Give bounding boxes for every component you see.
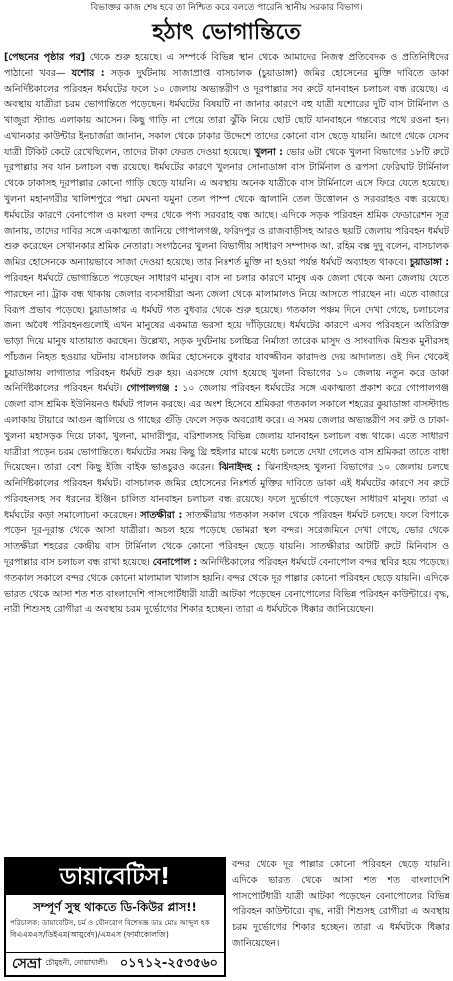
previous-article-tail: বিভাক্তর কাজ শেষ হবে তা নিশ্চিত করে বলতে পারেনি স্থানীয় সরকার বিভাগ। — [90, 2, 363, 13]
ad-clinic-location: চৌমুহনী, নোয়াখালী। — [45, 958, 108, 967]
diabetes-advertisement — [4, 857, 226, 977]
ad-contact-bar — [6, 952, 224, 975]
khulna-dateline: খুলনা : — [254, 146, 283, 158]
benapole-dateline: বেনাপোল : — [152, 557, 198, 568]
benapole-text: অনির্দিষ্টকালের পরিবহন ধর্মঘটে বেনাপোল বন্দর স্থবির হয়ে পড়েছে। গতকাল সকালে বন্দর থেকে কোনো মালামাল খালাস হয়নি। বন্দর থেকে দূর পাল্লার কোনো পরিবহন ছেড়ে যায়নি। এদিকে ভারত থেকে আসা শত শত বাংলাদেশি পাসপোর্টধারী যাত্রী আটকা পড়েছেন বেনাপোলের বিভিন্ন পরিবহন কাউন্টারে। বৃদ্ধ, নারী শিশুসহ রোগীরা এ অবস্থায় চরম দুর্ভোগের শিকার হচ্ছেন। তারা এ ধর্মঘটকে ধিক্কার জানিয়েছেন। — [4, 557, 449, 616]
article-headline: হঠাৎ ভোগান্তিতে — [152, 20, 301, 45]
jhenaidah-text: ঝিনাইদহসহ খুলনা বিভাগের ১০ জেলায় চলছে অনির্দিষ্টকালের পরিবহন ধর্মঘট। বাসচালক জমির হোসেনের নিঃশর্ত মুক্তির দাবিতে ডাকা এই ধর্মঘটের কারণে সব রুটে পরিবহনসহ সব ধরনের ইঞ্জিন চালিত যানবাহন চলাচল বন্ধ রয়েছে। ফলে দুর্ভোগে পড়েছেন সাধারণ মানুষ। তারা এ ধর্মঘটের কড়া সমালোচনা করেছেন। — [4, 462, 449, 521]
satkhira-dateline: সাতক্ষীরা : — [140, 509, 183, 521]
article-paragraph — [4, 50, 449, 618]
continuation-label: [পেছনের পৃষ্ঠার পর] — [4, 52, 85, 63]
intro-text: থেকে শুরু হয়েছে। এ সম্পর্কে বিভিন্ন স্থান থেকে আমাদের নিজস্ব প্রতিবেদক ও প্রতিনিধিদের পাঠানো খবর— — [4, 52, 449, 79]
article-body — [4, 50, 449, 855]
ad-title: ডায়াবেটিস! — [6, 859, 224, 895]
ad-phone-number: ০১৭১২-২৫৩৫৬০ — [119, 955, 218, 971]
khulna-text: ভোর ৬টা থেকে খুলনা বিভাগের ১৮টি রুটে দূরপাল্লার সব যান চলাচল বন্ধ রয়েছে। ধর্মঘটের কারণে খুলনার সোনাডাঙ্গা বাস টার্মিনাল ও রূপসা ফেরিঘাট টার্মিনাল থেকে ঢাকাসহ দূরপাল্লার কোনো গাড়ি ছেড়ে যায়নি। এ অবস্থায় অনেক যাত্রীকে বাস টার্মিনালে এসে ফিরে যেতে হয়েছে। খুলনা মহানগরীর খালিশপুরে পদ্মা মেঘনা যমুনা তেল পাম্প থেকে জ্বালানি তেল উত্তোলন ও সরবরাহও বন্ধ রয়েছে। ধর্মঘটের কারণে বেনাপোল ও মংলা বন্দর থেকে পণ্য সরবরাহ বন্ধ আছে। এদিকে সড়ক পরিবহন শ্রমিক ফেডারেশন সূত্র জানায়, তাদের দাবির সঙ্গে একাত্মতা জানিয়ে গোপালগঞ্জ, ফরিদপুর ও রাজবাড়ীসহ আরও ছয়টি জেলায় পরিবহন ধর্মঘট শুরু করেছেন সেখানকার শ্রমিক নেতারা। সংগঠনের খুলনা বিভাগীয় সাধারণ সম্পাদক আ. রহিম বক্স দুদু বলেন, বাসচালক জমির হোসেনকে অন্যায়ভাবে সাজা দেওয়া হয়েছে। তার নিঃশর্ত মুক্তি না হওয়া পর্যন্ত ধর্মঘট অব্যাহত থাকবে। — [4, 146, 449, 269]
chuadanga-dateline: চুয়াডাঙ্গা : — [409, 257, 449, 269]
jessore-dateline: যশোর : — [71, 67, 105, 79]
article-tail-column — [232, 857, 450, 979]
ad-slogan: সম্পূর্ণ সুস্থ থাকতে ডি-কিউর প্লাস!! — [33, 900, 197, 914]
satkhira-text: সাতক্ষীরায় গতকাল সকাল থেকে পরিবহন ধর্মঘট চলছে। ফলে বিপাকে পড়েন দূর-দূরান্ত থেকে আসা যাত্রীরা। অচল হয়ে পড়েছে ভোমরা স্থল বন্দর। সরেজমিনে দেখা গেছে, ভোর থেকে সাতক্ষীরা শহরের কেন্দ্রীয় বাস টার্মিনাল থেকে কোনো পরিবহন ছেড়ে যায়নি। সাতক্ষীরার আটটি রুটে মিনিবাস ও দূরপাল্লার বাস চলাচল বন্ধ রাখা হয়েছে। — [4, 509, 449, 568]
gopalganj-dateline: গোপালগঞ্জ : — [126, 383, 178, 395]
ad-degree-line: বিএএমএস/ডিইএম(আয়ুর্বেদ)/এমএস (ফার্মাকোলজি) — [10, 930, 169, 939]
article-tail-text: বন্দর থেকে দূর পাল্লার কোনো পরিবহন ছেড়ে যায়নি। এদিকে ভারত থেকে আসা শত শত বাংলাদেশি পাসপোর্টধারী যাত্রী আটকা পড়েছেন বেনাপোলের বিভিন্ন পরিবহন কাউন্টারে। বৃদ্ধ, নারী শিশুসহ রোগীরা এ অবস্থায় চরম দুর্ভোগের শিকার হচ্ছেন। তারা এ ধর্মঘটকে ধিক্কার জানিয়েছেন। — [232, 859, 450, 949]
gopalganj-text: ১০ জেলায় পরিবহন ধর্মঘটের সঙ্গে একাত্মতা প্রকাশ করে গোপালগঞ্জ জেলা বাস শ্রমিক ইউনিয়নও ধর্মঘট পালন করছে। এর অংশ হিসেবে শ্রমিকরা গতকাল সকালে শহরের কুয়াডাঙ্গা বাসস্ট্যান্ড এলাকায় টায়ারে আগুন জ্বালিয়ে ও গাছের গুঁড়ি ফেলে সড়ক অবরোধ করে। এ সময় জেলার অভ্যন্তরীণ সব রুট ও ঢাকা-খুলনা মহাসড়ক দিয়ে ঢাকা, খুলনা, মাদারীপুর, বরিশালসহ বিভিন্ন জেলায় যানবাহন চলাচল বন্ধ থাকে। এতে সাধারণ যাত্রীরা পড়েন চরম ভোগান্তিতে। ধর্মঘটের সময় কিছু থ্রি হুইলার মাঝে মধ্যে চলতে দেখা গেলেও বাস শ্রমিকরা তাতে বাধা দিয়েছেন। তারা বেশ কিছু ইজি বাইক ভাঙচুরও করেন। — [4, 383, 449, 474]
ad-director-line: পরিচালক: ডায়াবেটিস, চর্ম ও যৌনরোগ বিশেষজ্ঞ ডাঃ মোঃ আব্দুল হক — [10, 918, 210, 927]
ad-clinic-name: সেভ্রা — [12, 956, 42, 972]
jessore-text: সড়ক দুর্ঘটনায় সাজাপ্রাপ্ত বাসচালক (চুয়াডাঙ্গা) জমির হোসেনের মুক্তি দাবিতে ডাকা অনির্দিষ্টকালের পরিবহন ধর্মঘটের ফলে ১০ জেলায় অভ্যন্তরীণ ও দূরপাল্লার সব রুটে যানবাহন চলাচল বন্ধ রয়েছে। এ অবস্থায় যাত্রীরা চরম ভোগান্তিতে পড়েছেন। ধর্মঘটের বিষয়টি না জানার কারণে বহু যাত্রী যশোরের দুটি বাস টার্মিনাল ও খাজুরা স্ট্যান্ড এলাকায় আসেন। কিছু গাড়ি না পেয়ে তারা ঝুঁকি নিয়ে ছোট ছোট যানবাহনে গন্তব্যের পথে রওনা হন। এখানকার কাউন্টার ইনচার্জরা জানান, সকাল থেকে ঢাকার উদ্দেশে তাদের কোনো বাস ছেড়ে যায়নি। আগে থেকে যেসব যাত্রী টিকিট কেটে রেখেছিলেন, তাদের টাকা ফেরত দেওয়া হয়েছে। — [4, 67, 449, 158]
chuadanga-text: পরিবহন ধর্মঘটে ভোগান্তিতে পড়েছেন সাধারণ মানুষ। বাস না চলার কারণে মানুষ এক জেলা থেকে অন্য জেলায় যেতে পারছেন না। ট্রাক বন্ধ থাকায় জেলার ব্যবসায়ীরা অন্য জেলা থেকে মালামালও নিয়ে আসতে পারছেন না। এতে বাজারে বিরূপ প্রভাব পড়েছে। চুয়াডাঙ্গার এ ধর্মঘট গত বুধবার থেকে শুরু হয়েছে। গতকাল পঞ্চম দিনে দেখা গেছে, চলাচলের জন্য অবৈধ পরিবহনগুলোই এখন মানুষের একমাত্র ভরসা হয়ে দাঁড়িয়েছে। ধর্মঘটের কারণে এসব পরিবহনে অতিরিক্ত ভাড়া দিয়ে মানুষ যাতায়াত করছেন। উল্লেখ্য, সড়ক দুর্ঘটনায় চলচ্চিত্র নির্মাতা তারেক মাসুদ ও সাংবাদিক মিশুক মুনীরসহ পাঁচজন নিহত হওয়ার ঘটনায় বাসচালক জমির হোসেনকে বুধবার যাবজ্জীবন কারাদণ্ড দেয় আদালত। ওই দিন থেকেই চুয়াডাঙ্গায় লাগাতার পরিবহন ধর্মঘট শুরু হয়। এরসঙ্গে যোগ হয়েছে খুলনা বিভাগের ১০ জেলায় নতুন করে ডাকা অনির্দিষ্টকালের পরিবহন ধর্মঘট। — [4, 272, 449, 395]
jhenaidah-dateline: ঝিনাইদহ : — [218, 462, 261, 474]
